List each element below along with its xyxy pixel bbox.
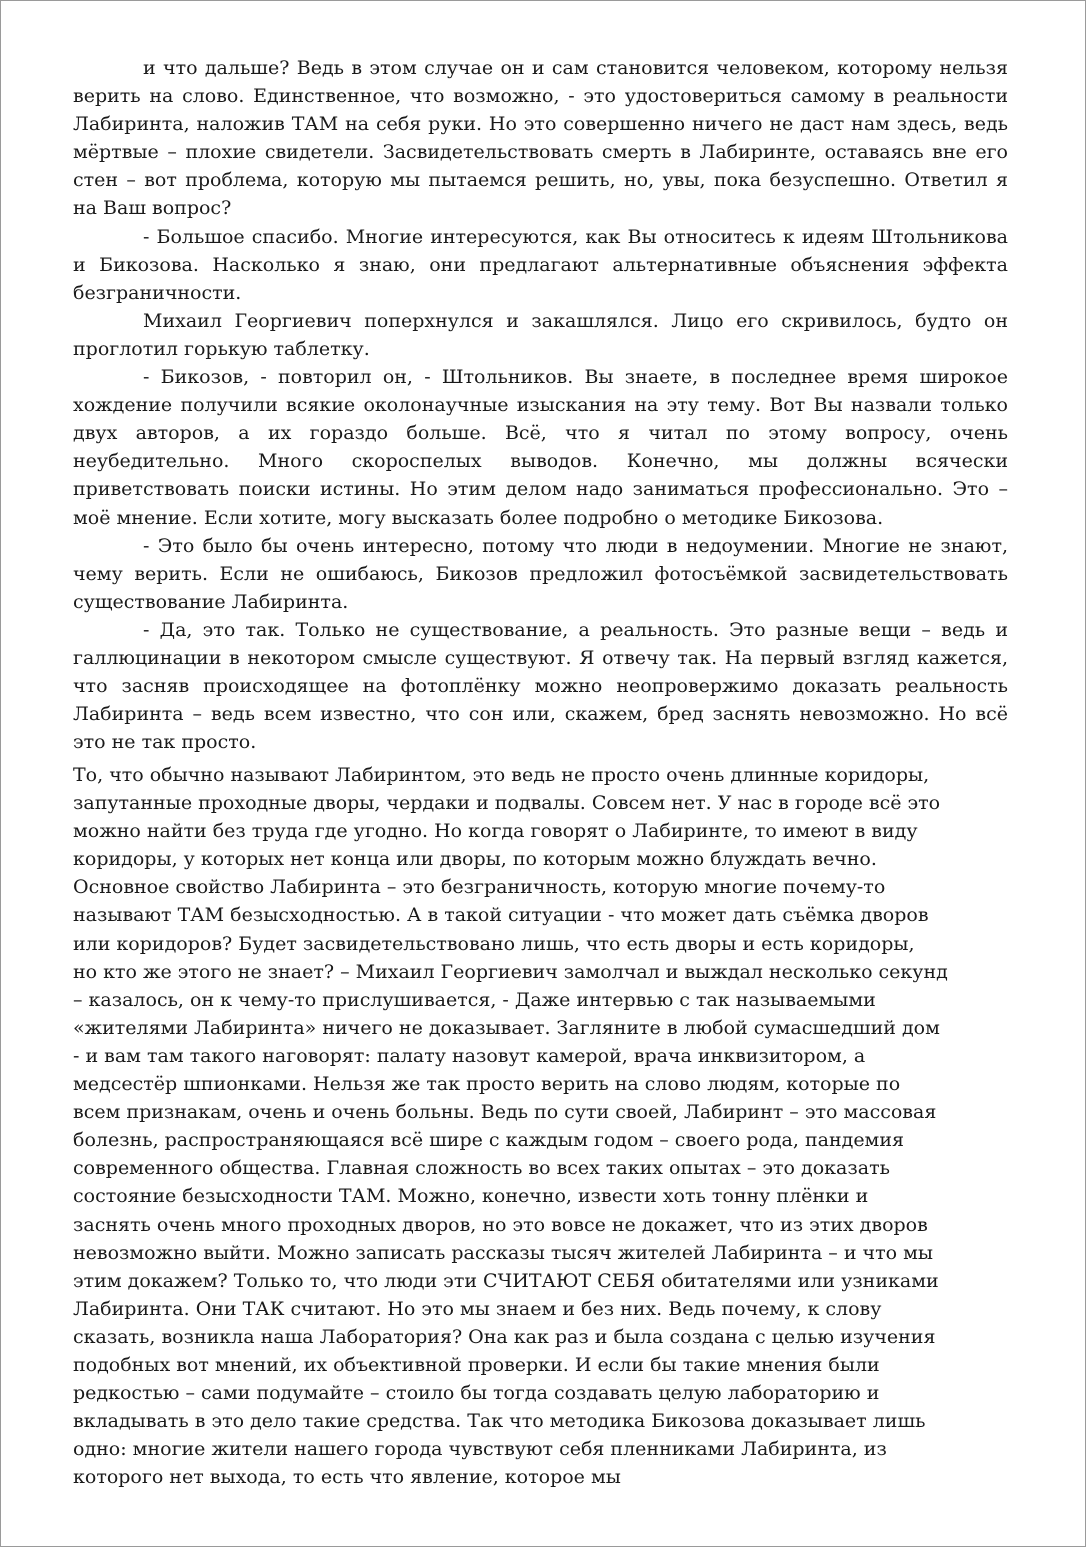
text-line: всем признакам, очень и очень больны. Ведь по сути своей, Лабиринт – это массовая [73,1101,937,1124]
text-line: коридоры, у которых нет конца или дворы, по которым можно блуждать вечно. [73,848,877,871]
text-line: сказать, возникла наша Лаборатория? Она как раз и была создана с целью изучения [73,1325,936,1348]
text-line: или коридоров? Будет засвидетельствовано лишь, что есть дворы и есть коридоры, [73,932,915,955]
text-line: То, что обычно называют Лабиринтом, это ведь не просто очень длинные коридоры, [73,764,930,786]
paragraph-5: - Это было бы очень интересно, потому что люди в недоумении. Многие не знают, чему верить. Если не ошибаюсь, Бикозов предложил фотосъёмкой засвидетельствовать существование Лабиринта. [73,534,1008,613]
paragraph-4: - Бикозов, - повторил он, - Штольников. Вы знаете, в последнее время широкое хождение получили всякие околонаучные изыскания на эту тему. Вот Вы назвали только двух авторов, а их гораздо больше. Всё, что я читал по этому вопросу, очень неубедительно. Много скороспелых выводов. Конечно, мы должны всячески приветствовать поиски истины. Но этим делом надо заниматься профессионально. Это – моё мнение. Если хотите, могу высказать более подробно о методике Бикозова. [73,366,1008,529]
text-line: состояние безысходности ТАМ. Можно, конечно, извести хоть тонну плёнки и [73,1185,869,1208]
text-line: - и вам там такого наговорят: палату назовут камерой, врача инквизитором, а [73,1044,866,1067]
paragraph-3: Михаил Георгиевич поперхнулся и закашлялся. Лицо его скривилось, будто он проглотил горькую таблетку. [73,309,1008,360]
text-line: «жителями Лабиринта» ничего не доказывает. Загляните в любой сумасшедший дом [73,1016,940,1039]
paragraph-2: - Большое спасибо. Многие интересуются, как Вы относитесь к идеям Штольникова и Бикозова. Насколько я знаю, они предлагают альтернативные объяснения эффекта безграничности. [73,225,1008,304]
body-text-justified [73,54,1008,756]
text-line: запутанные проходные дворы, чердаки и подвалы. Совсем нет. У нас в городе всё это [73,792,941,815]
text-line: но кто же этого не знает? – Михаил Георгиевич замолчал и выждал несколько секунд [73,960,948,983]
text-line: медсестёр шпионками. Нельзя же так просто верить на слово людям, которые по [73,1073,901,1096]
text-line: Лабиринта. Они ТАК считают. Но это мы знаем и без них. Ведь почему, к слову [73,1297,882,1320]
text-line: называют ТАМ безысходностью. А в такой ситуации - что может дать съёмка дворов [73,904,929,927]
text-line: одно: многие жители нашего города чувствуют себя пленниками Лабиринта, из [73,1438,887,1461]
text-line: современного общества. Главная сложность во всех таких опытах – это доказать [73,1157,890,1180]
text-line: заснять очень много проходных дворов, но это вовсе не докажет, что из этих дворов [73,1213,928,1236]
text-line: вкладывать в это дело такие средства. Так что методика Бикозова доказывает лишь [73,1410,926,1433]
text-line: невозможно выйти. Можно записать рассказы тысяч жителей Лабиринта – и что мы [73,1241,934,1264]
body-text-ragged [73,761,1013,1491]
paragraph-1: и что дальше? Ведь в этом случае он и сам становится человеком, которому нельзя верить на слово. Единственное, что возможно, - это удостовериться самому в реальности Лабиринта, наложив ТАМ на себя руки. Но это совершенно ничего не даст нам здесь, ведь мёртвые – плохие свидетели. Засвидетельствовать смерть в Лабиринте, оставаясь вне его стен – вот проблема, которую мы пытаемся решить, но, увы, пока безуспешно. Ответил я на Ваш вопрос? [73,57,1008,220]
text-line: подобных вот мнений, их объективной проверки. И если бы такие мнения были [73,1353,880,1376]
text-line: – казалось, он к чему-то прислушивается, - Даже интервью с так называемыми [73,988,876,1011]
text-line: этим докажем? Только то, что люди эти СЧИТАЮТ СЕБЯ обитателями или узниками [73,1269,939,1292]
text-line: которого нет выхода, то есть что явление, которое мы [73,1466,621,1489]
paragraph-6: - Да, это так. Только не существование, а реальность. Это разные вещи – ведь и галлюцинации в некотором смысле существуют. Я отвечу так. На первый взгляд кажется, что засняв происходящее на фотоплёнку можно неопровержимо доказать реальность Лабиринта – ведь всем известно, что сон или, скажем, бред заснять невозможно. Но всё это не так просто. [73,618,1008,754]
text-line: болезнь, распространяющаяся всё шире с каждым годом – своего рода, пандемия [73,1129,904,1152]
text-line: можно найти без труда где угодно. Но когда говорят о Лабиринте, то имеют в виду [73,820,918,843]
text-line: редкостью – сами подумайте – стоило бы тогда создавать целую лабораторию и [73,1382,880,1405]
text-line: Основное свойство Лабиринта – это безграничность, которую многие почему-то [73,876,886,899]
